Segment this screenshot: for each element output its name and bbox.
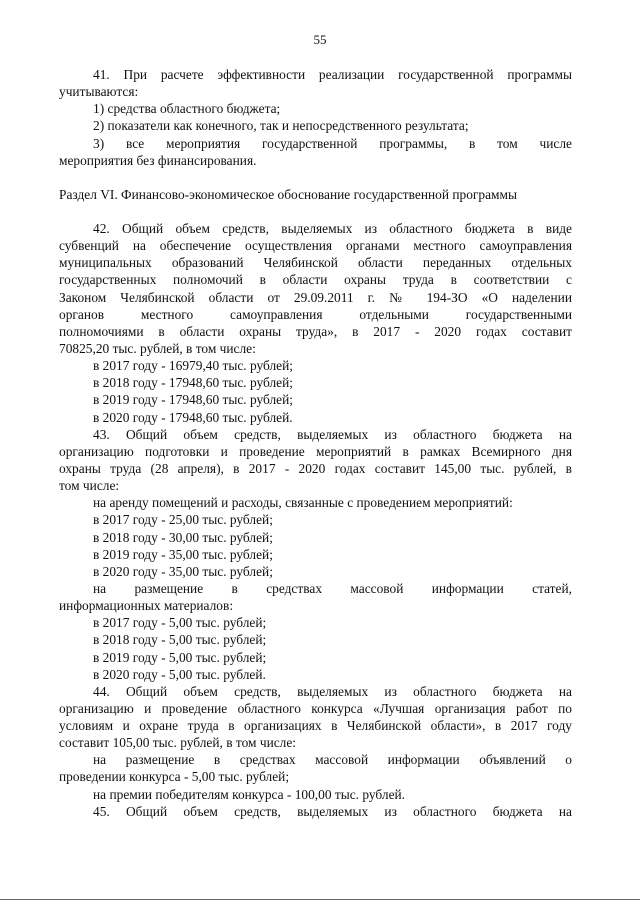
paragraph-line: учитываются: bbox=[59, 84, 139, 100]
paragraph-line: полномочиями в области охраны труда», в 2017 - 2020 годах составит bbox=[59, 323, 572, 339]
paragraph-line: органов местного самоуправления отдельными государственными bbox=[59, 306, 572, 322]
list-item: в 2019 году - 17948,60 тыс. рублей; bbox=[93, 392, 294, 408]
paragraph-line: охраны труда (28 апреля), в 2017 - 2020 годах составит 145,00 тыс. рублей, в bbox=[59, 460, 572, 476]
paragraph-line: 70825,20 тыс. рублей, в том числе: bbox=[59, 340, 256, 356]
paragraph-41 bbox=[59, 66, 572, 169]
list-item: в 2019 году - 35,00 тыс. рублей; bbox=[93, 546, 273, 562]
page-bottom-edge bbox=[0, 899, 640, 900]
paragraph-line: организацию подготовки и проведение мероприятий в рамках Всемирного дня bbox=[59, 443, 572, 459]
paragraph-line: государственных полномочий в области охраны труда в соответствии с bbox=[59, 272, 572, 288]
paragraph-line: на аренду помещений и расходы, связанные с проведением мероприятий: bbox=[93, 495, 513, 511]
list-item: в 2018 году - 5,00 тыс. рублей; bbox=[93, 632, 267, 648]
paragraph-line: муниципальных образований Челябинской области переданных отдельных bbox=[59, 255, 572, 271]
paragraph-line: 43. Общий объем средств, выделяемых из областного бюджета на bbox=[93, 426, 572, 442]
paragraph-line: на премии победителям конкурса - 100,00 тыс. рублей. bbox=[93, 786, 406, 802]
paragraph-line: на размещение в средствах массовой информации объявлений о bbox=[93, 752, 572, 768]
paragraph-line: 41. При расчете эффективности реализации государственной программы bbox=[93, 67, 572, 82]
paragraph-line: субвенций на обеспечение осуществления органами местного самоуправления bbox=[59, 238, 572, 254]
paragraph-line: информационных материалов: bbox=[59, 598, 234, 614]
list-item: 2) показатели как конечного, так и непосредственного результата; bbox=[93, 118, 469, 134]
page-number: 55 bbox=[313, 32, 327, 47]
list-item: в 2017 году - 5,00 тыс. рублей; bbox=[93, 615, 267, 631]
section-heading: Раздел VI. Финансово-экономическое обоснование государственной программы bbox=[59, 186, 518, 202]
paragraph-44 bbox=[59, 683, 572, 803]
list-item: в 2020 году - 17948,60 тыс. рублей. bbox=[93, 409, 293, 425]
paragraph-line: Законом Челябинской области от 29.09.2011 г. № 194-ЗО «О наделении bbox=[59, 289, 572, 305]
paragraph-line: проведении конкурса - 5,00 тыс. рублей; bbox=[59, 769, 290, 785]
list-item: в 2020 году - 35,00 тыс. рублей; bbox=[93, 563, 273, 579]
list-item: в 2019 году - 5,00 тыс. рублей; bbox=[93, 649, 267, 665]
list-item: в 2018 году - 30,00 тыс. рублей; bbox=[93, 529, 273, 545]
paragraph-line: на размещение в средствах массовой информации статей, bbox=[93, 580, 572, 596]
list-item: в 2017 году - 25,00 тыс. рублей; bbox=[93, 512, 273, 528]
list-item: в 2020 году - 5,00 тыс. рублей. bbox=[93, 666, 266, 682]
list-item: в 2018 году - 17948,60 тыс. рублей; bbox=[93, 375, 294, 391]
paragraph-43 bbox=[59, 426, 572, 683]
list-item: 1) средства областного бюджета; bbox=[93, 101, 281, 117]
paragraph-line: 45. Общий объем средств, выделяемых из областного бюджета на bbox=[93, 803, 572, 819]
paragraph-line: условиям и охране труда в организациях в Челябинской области», в 2017 году bbox=[59, 718, 572, 734]
paragraph-45 bbox=[59, 803, 572, 820]
document-body bbox=[59, 66, 572, 820]
paragraph-line: том числе: bbox=[59, 478, 120, 494]
paragraph-42 bbox=[59, 220, 572, 426]
paragraph-line: организацию и проведение областного конкурса «Лучшая организация работ по bbox=[59, 700, 572, 716]
paragraph-line: составит 105,00 тыс. рублей, в том числе: bbox=[59, 735, 297, 751]
list-item: в 2017 году - 16979,40 тыс. рублей; bbox=[93, 358, 294, 374]
paragraph-line: мероприятия без финансирования. bbox=[59, 152, 257, 168]
list-item: 3) все мероприятия государственной программы, в том числе bbox=[93, 135, 572, 151]
paragraph-line: 44. Общий объем средств, выделяемых из областного бюджета на bbox=[93, 683, 572, 699]
paragraph-line: 42. Общий объем средств, выделяемых из областного бюджета в виде bbox=[93, 220, 572, 236]
